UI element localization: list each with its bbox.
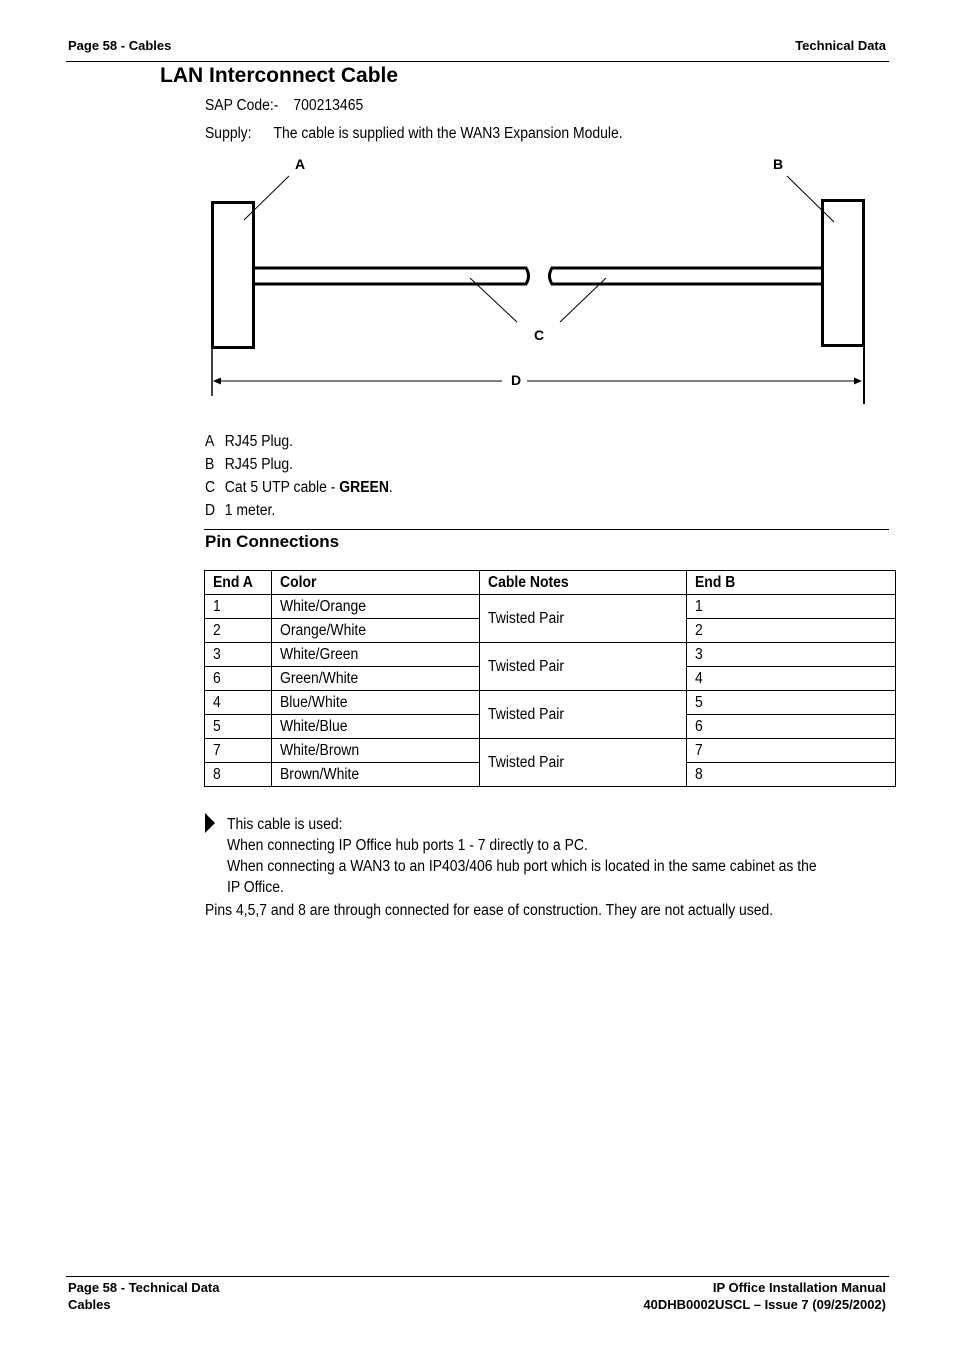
column-header-cable-notes: Cable Notes <box>479 571 687 595</box>
color-cell: Brown/White <box>271 763 479 787</box>
table-row <box>205 691 896 715</box>
section-rule <box>204 529 889 530</box>
running-header-right: Technical Data <box>795 38 886 53</box>
end-a-cell: 6 <box>205 667 272 691</box>
pins-note: Pins 4,5,7 and 8 are through connected for ease of construction. They are not actually used. <box>205 902 774 919</box>
cable-notes-cell: Twisted Pair <box>479 643 687 691</box>
end-a-cell: 1 <box>205 595 272 619</box>
end-a-cell: 8 <box>205 763 272 787</box>
running-header-left: Page 58 - Cables <box>68 38 172 53</box>
page-title: LAN Interconnect Cable <box>160 64 399 87</box>
cable-left-segment <box>253 268 529 284</box>
end-b-cell: 1 <box>687 595 896 619</box>
supply-text: The cable is supplied with the WAN3 Expansion Module. <box>273 125 623 142</box>
label-d: D <box>510 372 522 388</box>
table-row <box>205 595 896 619</box>
legend-text: Cat 5 UTP cable - <box>224 479 340 496</box>
pin-connections-heading: Pin Connections <box>205 532 340 551</box>
legend-key: B <box>205 456 215 473</box>
usage-line-1: When connecting IP Office hub ports 1 - 7 directly to a PC. <box>227 837 588 854</box>
pin-connections-table <box>204 570 896 787</box>
legend-item-b <box>205 456 293 474</box>
footer-right-line-2: 40DHB0002USCL – Issue 7 (09/25/2002) <box>643 1297 886 1312</box>
end-b-cell: 5 <box>687 691 896 715</box>
column-header-color: Color <box>271 571 479 595</box>
color-cell: Orange/White <box>271 619 479 643</box>
table-header-row <box>205 571 896 595</box>
plug-b-shape <box>823 201 864 346</box>
label-a: A <box>294 156 306 172</box>
legend-text: RJ45 Plug. <box>224 456 294 473</box>
dimension-arrow-left <box>213 378 221 385</box>
footer-left-line-2: Cables <box>68 1297 111 1312</box>
table-row <box>205 643 896 667</box>
label-b: B <box>772 156 784 172</box>
table-row <box>205 739 896 763</box>
footer-right-line-1: IP Office Installation Manual <box>712 1280 886 1295</box>
legend-text-tail: . <box>388 479 393 496</box>
column-header-end-b: End B <box>687 571 896 595</box>
color-cell: White/Brown <box>271 739 479 763</box>
leader-a <box>244 176 289 220</box>
usage-intro: This cable is used: <box>227 816 343 833</box>
end-a-cell: 7 <box>205 739 272 763</box>
cable-diagram <box>0 0 954 420</box>
color-cell: Blue/White <box>271 691 479 715</box>
note-arrow-icon <box>204 812 216 834</box>
end-b-cell: 6 <box>687 715 896 739</box>
plug-a-shape <box>213 203 254 348</box>
legend-color-emphasis: GREEN <box>339 479 389 496</box>
end-a-cell: 5 <box>205 715 272 739</box>
column-header-end-a: End A <box>205 571 272 595</box>
color-cell: White/Blue <box>271 715 479 739</box>
sap-code-label: SAP Code:- <box>205 97 279 114</box>
end-a-cell: 3 <box>205 643 272 667</box>
end-b-cell: 3 <box>687 643 896 667</box>
legend-text: RJ45 Plug. <box>224 433 294 450</box>
supply-label: Supply: <box>205 125 252 142</box>
legend-key: D <box>205 502 216 519</box>
footer-rule <box>66 1276 889 1277</box>
cable-notes-cell: Twisted Pair <box>479 739 687 787</box>
legend-item-c <box>205 479 393 497</box>
end-b-cell: 4 <box>687 667 896 691</box>
color-cell: White/Orange <box>271 595 479 619</box>
usage-line-2: When connecting a WAN3 to an IP403/406 hub port which is located in the same cabinet as the <box>227 858 817 875</box>
sap-code-value: 700213465 <box>293 97 364 114</box>
end-a-cell: 2 <box>205 619 272 643</box>
footer-left-line-1: Page 58 - Technical Data <box>68 1280 220 1295</box>
end-b-cell: 7 <box>687 739 896 763</box>
legend-text: 1 meter. <box>224 502 276 519</box>
label-c: C <box>533 327 545 343</box>
end-b-cell: 8 <box>687 763 896 787</box>
color-cell: White/Green <box>271 643 479 667</box>
end-a-cell: 4 <box>205 691 272 715</box>
color-cell: Green/White <box>271 667 479 691</box>
legend-item-a <box>205 433 293 451</box>
legend-item-d <box>205 502 275 520</box>
cable-right-segment <box>550 268 823 284</box>
end-b-cell: 2 <box>687 619 896 643</box>
cable-notes-cell: Twisted Pair <box>479 691 687 739</box>
dimension-arrow-right <box>854 378 862 385</box>
legend-key: A <box>205 433 215 450</box>
legend-key: C <box>205 479 216 496</box>
cable-notes-cell: Twisted Pair <box>479 595 687 643</box>
usage-line-2-continued: IP Office. <box>227 879 284 896</box>
